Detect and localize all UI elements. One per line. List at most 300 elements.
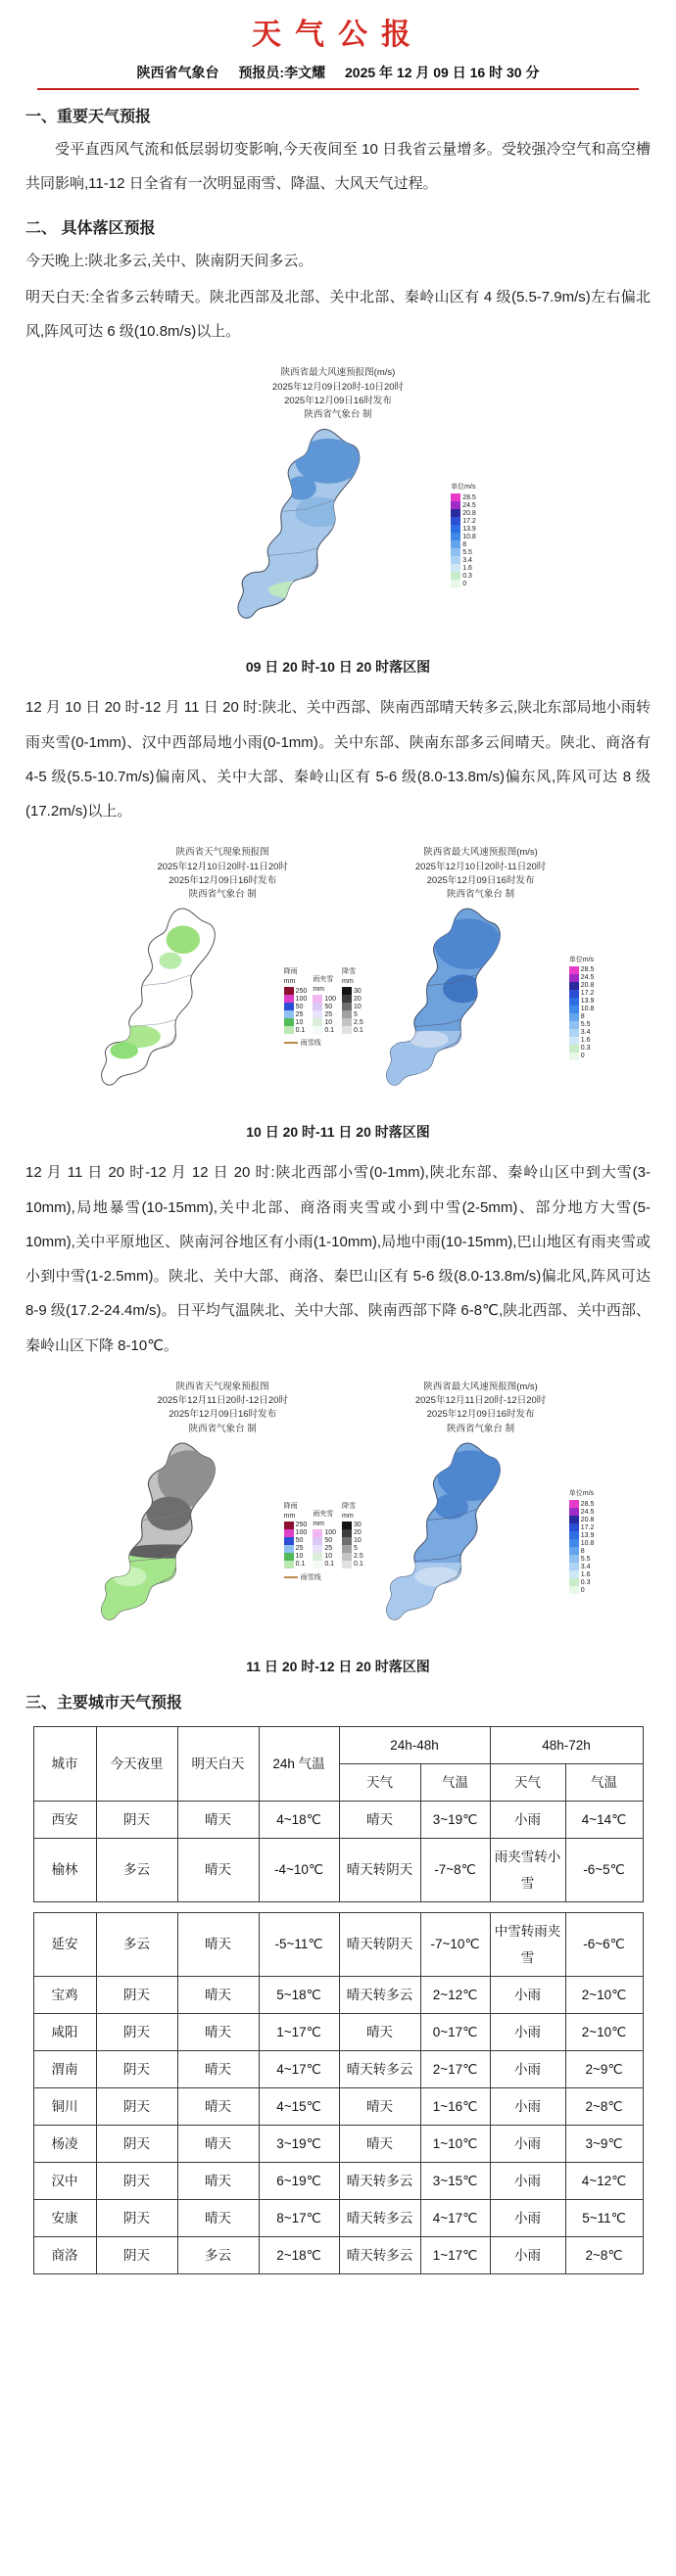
cell-tonight: 阴天 (96, 1976, 177, 2013)
legend-tick-label: 17.2 (462, 517, 476, 525)
legend-swatch (342, 1553, 352, 1561)
cell-city: 宝鸡 (33, 1976, 96, 2013)
legend-swatch (569, 1516, 579, 1523)
legend-tick (451, 540, 476, 548)
cell-tonight: 阴天 (96, 2087, 177, 2125)
legend-tick-label: 30 (354, 1522, 362, 1529)
table-row (33, 2050, 643, 2087)
rain-legend-unit: mm (283, 978, 296, 986)
cell-weather-48-72: 雨夹雪转小雪 (490, 1838, 565, 1901)
cell-temp24: 3~19℃ (259, 2125, 339, 2162)
page-title: 天气公报 (252, 19, 424, 51)
legend-swatch (451, 533, 460, 540)
legend-tick (451, 501, 476, 509)
rain-snow-line-label: 雨雪线 (300, 1040, 321, 1048)
legend-tick-label: 13.9 (580, 998, 595, 1006)
cell-weather-48-72: 小雨 (490, 1976, 565, 2013)
city-forecast-table-part1 (33, 1726, 644, 1902)
legend-swatch (451, 556, 460, 564)
wind-map-day1-block (200, 366, 476, 647)
map-issued: 2025年12月09日16时发布 (284, 395, 392, 406)
legend-tick-label: 50 (324, 1003, 333, 1010)
cell-weather-48-72: 小雨 (490, 2236, 565, 2273)
figure-wind-day1 (0, 366, 676, 677)
legend-tick (284, 1537, 308, 1545)
legend-tick-label: 250 (295, 1522, 308, 1529)
legend-swatch (284, 1010, 294, 1018)
wind-map-day2-block (367, 846, 595, 1112)
legend-tick-label: 0 (462, 580, 467, 587)
figure-pair-day2 (0, 846, 676, 1142)
legend-swatch (313, 1529, 322, 1537)
legend-swatch (284, 987, 294, 995)
cell-tomorrow: 晴天 (177, 2199, 259, 2236)
legend-swatch (569, 1539, 579, 1547)
legend-swatch (313, 1003, 322, 1010)
legend-swatch (569, 1053, 579, 1060)
map-title: 陕西省最大风速预报图(m/s) (423, 1381, 538, 1392)
weather-map-day3-block (82, 1381, 363, 1647)
shaanxi-precip-map-day2-svg (82, 902, 278, 1112)
weather-map-day2-block (82, 846, 363, 1112)
col-header-temp24: 24h 气温 (259, 1726, 339, 1801)
figure-caption-day2: 10 日 20 时-11 日 20 时落区图 (246, 1124, 430, 1141)
legend-tick-label: 10.8 (462, 533, 476, 540)
legend-tick (569, 1523, 595, 1531)
cell-weather-48-72: 小雨 (490, 2162, 565, 2199)
cell-city: 汉中 (33, 2162, 96, 2199)
legend-tick (451, 533, 476, 540)
legend-tick (569, 1539, 595, 1547)
legend-swatch (451, 540, 460, 548)
cell-city: 杨凌 (33, 2125, 96, 2162)
legend-swatch (569, 1570, 579, 1578)
legend-tick-label: 24.5 (580, 1508, 595, 1516)
legend-tick-label: 0 (580, 1586, 585, 1594)
legend-tick-label: 5.5 (580, 1021, 591, 1029)
legend-swatch (569, 1037, 579, 1045)
legend-tick (569, 1563, 595, 1570)
legend-swatch (342, 1522, 352, 1529)
legend-tick (569, 1508, 595, 1516)
cell-tomorrow: 晴天 (177, 1801, 259, 1838)
legend-tick (284, 1003, 308, 1010)
shaanxi-wind-map-day2-svg (367, 902, 563, 1112)
legend-tick (342, 987, 363, 995)
sleet-legend (313, 1509, 336, 1569)
table-header (33, 1726, 643, 1801)
legend-tick (284, 987, 308, 995)
table-row (33, 1976, 643, 2013)
legend-swatch (569, 1508, 579, 1516)
legend-swatch (569, 1531, 579, 1539)
legend-tick (569, 990, 595, 998)
legend-swatch (569, 1500, 579, 1508)
table-row (33, 2125, 643, 2162)
legend-tick (569, 974, 595, 982)
cell-city: 商洛 (33, 2236, 96, 2273)
legend-swatch (313, 1018, 322, 1026)
cell-weather-48-72: 小雨 (490, 2199, 565, 2236)
legend-tick (313, 1010, 336, 1018)
rain-snow-line-legend (284, 1572, 363, 1582)
legend-tick-label: 20.8 (580, 982, 595, 990)
legend-tick (342, 1545, 363, 1553)
legend-tick-label: 3.4 (462, 556, 472, 564)
cell-temp24: 1~17℃ (259, 2013, 339, 2050)
table-row (33, 1912, 643, 1976)
cell-temp-48-72: 3~9℃ (565, 2125, 643, 2162)
meta-forecaster: 预报员:李文耀 (238, 65, 326, 80)
legend-swatch (569, 1006, 579, 1013)
legend-tick (569, 1029, 595, 1037)
map-credit: 陕西省气象台 制 (188, 889, 257, 900)
legend-tick-label: 17.2 (580, 990, 595, 998)
table-row (33, 2013, 643, 2050)
snow-legend-title: 降雪 (342, 968, 356, 976)
map-header (415, 1381, 546, 1436)
cell-temp-48-72: 2~10℃ (565, 1976, 643, 2013)
cell-tomorrow: 晴天 (177, 2050, 259, 2087)
legend-tick-label: 20.8 (580, 1516, 595, 1523)
cell-city: 铜川 (33, 2087, 96, 2125)
legend-tick (313, 1018, 336, 1026)
cell-tonight: 阴天 (96, 1801, 177, 1838)
legend-tick-label: 28.5 (462, 493, 476, 501)
para-important-weather: 受平直西风气流和低层弱切变影响,今天夜间至 10 日我省云量增多。受较强冷空气和高空槽共同影响,11-12 日全省有一次明显雨雪、降温、大风天气过程。 (25, 141, 651, 193)
legend-tick (569, 1586, 595, 1594)
sleet-legend-unit: mm (313, 1520, 324, 1527)
cell-temp-24-48: -7~10℃ (420, 1912, 490, 1976)
rain-snow-line-icon (284, 1042, 298, 1044)
map-period: 2025年12月10日20时-11日20时 (414, 861, 547, 872)
legend-swatch (569, 1013, 579, 1021)
legend-swatch (451, 525, 460, 533)
shaanxi-wind-map-day3-svg (367, 1436, 563, 1647)
legend-swatch (569, 1045, 579, 1053)
legend-tick-label: 0.3 (462, 572, 472, 580)
legend-tick-label: 50 (295, 1003, 304, 1010)
map-header (157, 1381, 287, 1436)
col-header-city: 城市 (33, 1726, 96, 1801)
rain-legend-title: 降雨 (283, 968, 298, 976)
legend-tick (451, 525, 476, 533)
sleet-legend (313, 974, 336, 1034)
wind-map-day3-block (367, 1381, 595, 1647)
cell-temp24: 4~15℃ (259, 2087, 339, 2125)
col-header-48h-72h: 48h-72h (490, 1726, 643, 1763)
legend-tick (342, 1522, 363, 1529)
legend-swatch (284, 1561, 294, 1569)
cell-temp-24-48: 2~17℃ (420, 2050, 490, 2087)
cell-weather-48-72: 中雪转雨夹雪 (490, 1912, 565, 1976)
section-heading-important: 一、重要天气预报 (25, 109, 152, 125)
sleet-legend-unit: mm (313, 986, 324, 994)
wind-legend (451, 482, 476, 587)
legend-tick (342, 1553, 363, 1561)
legend-swatch (569, 982, 579, 990)
map-issued: 2025年12月09日16时发布 (426, 1409, 535, 1421)
sleet-legend-title: 雨夹雪 (313, 1510, 334, 1518)
legend-tick (451, 556, 476, 564)
legend-swatch (569, 1021, 579, 1029)
legend-tick (313, 1026, 336, 1034)
cell-temp-24-48: 3~19℃ (420, 1801, 490, 1838)
table-row (33, 2199, 643, 2236)
legend-swatch (342, 1018, 352, 1026)
figure-caption-day3: 11 日 20 时-12 日 20 时落区图 (246, 1658, 430, 1674)
snow-legend-unit: mm (342, 978, 354, 986)
legend-tick-label: 10 (295, 1018, 304, 1026)
legend-tick (284, 1018, 308, 1026)
legend-tick-label: 10 (324, 1018, 333, 1026)
legend-swatch (569, 998, 579, 1006)
legend-swatch (313, 1537, 322, 1545)
legend-tick (451, 572, 476, 580)
cell-temp-24-48: 3~15℃ (420, 2162, 490, 2199)
cell-weather-48-72: 小雨 (490, 1801, 565, 1838)
legend-tick (284, 1561, 308, 1569)
cell-weather-24-48: 晴天转多云 (339, 2236, 420, 2273)
legend-tick-label: 2.5 (354, 1018, 363, 1026)
legend-swatch (451, 517, 460, 525)
legend-tick (342, 1529, 363, 1537)
map-title: 陕西省最大风速预报图(m/s) (280, 367, 396, 379)
cell-temp24: 4~18℃ (259, 1801, 339, 1838)
precip-legend (284, 966, 363, 1048)
legend-tick-label: 10 (354, 1537, 362, 1545)
legend-tick-label: 5 (354, 1010, 358, 1018)
legend-unit-label: 单位m/s (568, 956, 595, 963)
col-subheader-temp: 气温 (565, 1763, 643, 1801)
cell-weather-48-72: 小雨 (490, 2087, 565, 2125)
legend-tick (313, 1003, 336, 1010)
legend-swatch (569, 990, 579, 998)
map-issued: 2025年12月09日16时发布 (169, 874, 277, 886)
legend-tick (569, 982, 595, 990)
legend-tick (569, 1037, 595, 1045)
legend-swatch (451, 580, 460, 587)
legend-tick-label: 0.3 (580, 1045, 591, 1053)
legend-swatch (451, 501, 460, 509)
legend-swatch (451, 548, 460, 556)
cell-tomorrow: 晴天 (177, 2013, 259, 2050)
snow-legend (342, 966, 363, 1034)
legend-tick-label: 30 (354, 987, 362, 995)
legend-tick (313, 1537, 336, 1545)
rain-snow-line-label: 雨雪线 (300, 1573, 321, 1581)
map-period: 2025年12月11日20时-12日20时 (157, 1395, 288, 1406)
cell-temp-48-72: 5~11℃ (565, 2199, 643, 2236)
meta-agency: 陕西省气象台 (136, 65, 219, 80)
precip-legend (284, 1501, 363, 1582)
rain-legend-unit: mm (283, 1512, 296, 1520)
legend-tick-label: 0.1 (295, 1026, 306, 1034)
legend-tick (313, 995, 336, 1003)
legend-tick-label: 10 (295, 1553, 304, 1561)
cell-temp24: 4~17℃ (259, 2050, 339, 2087)
legend-swatch (569, 1563, 579, 1570)
legend-swatch (451, 493, 460, 501)
table-row (33, 2236, 643, 2273)
legend-swatch (569, 974, 579, 982)
legend-swatch (313, 1026, 322, 1034)
section-heading-cities: 三、主要城市天气预报 (25, 1694, 183, 1711)
para-tomorrow: 明天白天:全省多云转晴天。陕北西部及北部、关中北部、秦岭山区有 4 级(5.5-7.9m/s)左右偏北风,阵风可达 6 级(10.8m/s)以上。 (25, 288, 651, 340)
legend-swatch (569, 966, 579, 974)
legend-swatch (342, 987, 352, 995)
legend-tick-label: 25 (295, 1545, 304, 1553)
cell-temp24: 6~19℃ (259, 2162, 339, 2199)
legend-tick-label: 10 (324, 1553, 333, 1561)
table-row (33, 2087, 643, 2125)
cell-tonight: 多云 (96, 1912, 177, 1976)
legend-swatch (569, 1586, 579, 1594)
cell-weather-24-48: 晴天 (339, 2125, 420, 2162)
legend-tick-label: 1.6 (580, 1570, 591, 1578)
cell-temp-48-72: 2~9℃ (565, 2050, 643, 2087)
legend-tick (569, 966, 595, 974)
legend-tick-label: 8 (580, 1013, 585, 1021)
legend-tick-label: 250 (295, 987, 308, 995)
legend-tick-label: 13.9 (462, 525, 476, 533)
map-issued: 2025年12月09日16时发布 (169, 1409, 277, 1421)
legend-tick-label: 17.2 (580, 1523, 595, 1531)
map-header (157, 846, 287, 902)
legend-tick (284, 1522, 308, 1529)
legend-tick (342, 995, 363, 1003)
legend-tick-label: 0.1 (354, 1026, 363, 1034)
legend-tick (342, 1003, 363, 1010)
legend-tick-label: 0.1 (295, 1561, 306, 1569)
cell-temp-24-48: 2~12℃ (420, 1976, 490, 2013)
legend-swatch (284, 1537, 294, 1545)
cell-tonight: 阴天 (96, 2125, 177, 2162)
legend-swatch (569, 1555, 579, 1563)
legend-swatch (342, 1003, 352, 1010)
legend-tick (342, 1018, 363, 1026)
map-header (272, 366, 404, 422)
cell-temp-48-72: -6~6℃ (565, 1912, 643, 1976)
legend-swatch (451, 572, 460, 580)
cell-weather-24-48: 晴天转阴天 (339, 1838, 420, 1901)
map-title: 陕西省天气现象预报图 (175, 1381, 269, 1392)
legend-tick (284, 1529, 308, 1537)
snow-legend (342, 1501, 363, 1569)
map-title: 陕西省天气现象预报图 (175, 847, 269, 859)
cell-weather-24-48: 晴天转阴天 (339, 1912, 420, 1976)
snow-legend-unit: mm (342, 1512, 354, 1520)
legend-tick (569, 998, 595, 1006)
legend-tick-label: 3.4 (580, 1563, 591, 1570)
legend-tick (313, 1553, 336, 1561)
map-period: 2025年12月09日20时-10日20时 (271, 381, 405, 393)
legend-tick (569, 1547, 595, 1555)
legend-tick-label: 0.3 (580, 1578, 591, 1586)
legend-tick-label: 5.5 (462, 548, 472, 556)
legend-swatch (342, 995, 352, 1003)
legend-tick-label: 8 (462, 540, 467, 548)
legend-tick-label: 8 (580, 1547, 585, 1555)
cell-temp-24-48: 1~16℃ (420, 2087, 490, 2125)
legend-tick (284, 1010, 308, 1018)
legend-swatch (284, 1018, 294, 1026)
legend-tick (569, 1053, 595, 1060)
cell-weather-24-48: 晴天转多云 (339, 2050, 420, 2087)
legend-tick (313, 1545, 336, 1553)
snow-legend-title: 降雪 (342, 1502, 356, 1510)
legend-swatch (284, 1553, 294, 1561)
legend-swatch (569, 1029, 579, 1037)
table-row (33, 1801, 643, 1838)
legend-swatch (569, 1547, 579, 1555)
legend-tick-label: 10.8 (580, 1006, 595, 1013)
legend-tick (569, 1570, 595, 1578)
cell-city: 延安 (33, 1912, 96, 1976)
col-subheader-temp: 气温 (420, 1763, 490, 1801)
legend-swatch (313, 995, 322, 1003)
legend-swatch (284, 1529, 294, 1537)
figure-pair-day3 (0, 1381, 676, 1676)
legend-swatch (313, 1561, 322, 1569)
cell-temp-48-72: 4~14℃ (565, 1801, 643, 1838)
legend-tick-label: 100 (295, 995, 308, 1003)
legend-tick-label: 1.6 (580, 1037, 591, 1045)
cell-weather-24-48: 晴天转多云 (339, 1976, 420, 2013)
legend-tick-label: 0 (580, 1053, 585, 1060)
legend-unit-label: 单位m/s (568, 1490, 595, 1498)
para-forecast-day2: 12 月 10 日 20 时-12 月 11 日 20 时:陕北、关中西部、陕南西部晴天转多云,陕北东部局地小雨转雨夹雪(0-1mm)、汉中西部局地小雨(0-1mm)。关中东部、陕南东部多云间晴天。陕北、商洛有 4-5 级(5.5-10.7m/s)偏南风、关中大部、秦岭山区有 5-6 级(8.0-13.8m/s)偏东风,阵风可达 8 级(17.2m/s)以上。 (25, 699, 651, 820)
table-row (33, 2162, 643, 2199)
legend-swatch (569, 1578, 579, 1586)
shaanxi-precip-map-day3-svg (82, 1436, 278, 1647)
legend-unit-label: 单位m/s (451, 484, 476, 492)
cell-weather-48-72: 小雨 (490, 2013, 565, 2050)
legend-swatch (284, 995, 294, 1003)
legend-tick-label: 5.5 (580, 1555, 591, 1563)
legend-tick (284, 1026, 308, 1034)
cell-weather-48-72: 小雨 (490, 2050, 565, 2087)
cell-temp-48-72: 4~12℃ (565, 2162, 643, 2199)
legend-swatch (342, 1537, 352, 1545)
cell-city: 渭南 (33, 2050, 96, 2087)
cell-city: 咸阳 (33, 2013, 96, 2050)
cell-tomorrow: 晴天 (177, 1912, 259, 1976)
legend-tick (342, 1561, 363, 1569)
map-credit: 陕西省气象台 制 (446, 1423, 515, 1434)
legend-tick-label: 1.6 (462, 564, 472, 572)
rain-legend-title: 降雨 (283, 1502, 298, 1510)
map-header (415, 846, 546, 902)
cell-city: 西安 (33, 1801, 96, 1838)
map-period: 2025年12月11日20时-12日20时 (414, 1395, 547, 1406)
legend-tick-label: 0.1 (324, 1026, 335, 1034)
rain-legend (284, 966, 308, 1034)
cell-weather-24-48: 晴天 (339, 1801, 420, 1838)
cell-temp24: -4~10℃ (259, 1838, 339, 1901)
legend-tick (569, 1531, 595, 1539)
map-period: 2025年12月10日20时-11日20时 (157, 861, 288, 872)
legend-tick (342, 1010, 363, 1018)
legend-tick (451, 580, 476, 587)
legend-tick (569, 1500, 595, 1508)
legend-swatch (342, 1545, 352, 1553)
cell-tonight: 多云 (96, 1838, 177, 1901)
legend-tick-label: 2.5 (354, 1553, 363, 1561)
cell-temp-48-72: -6~5℃ (565, 1838, 643, 1901)
legend-tick-label: 20 (354, 995, 362, 1003)
legend-tick-label: 3.4 (580, 1029, 591, 1037)
